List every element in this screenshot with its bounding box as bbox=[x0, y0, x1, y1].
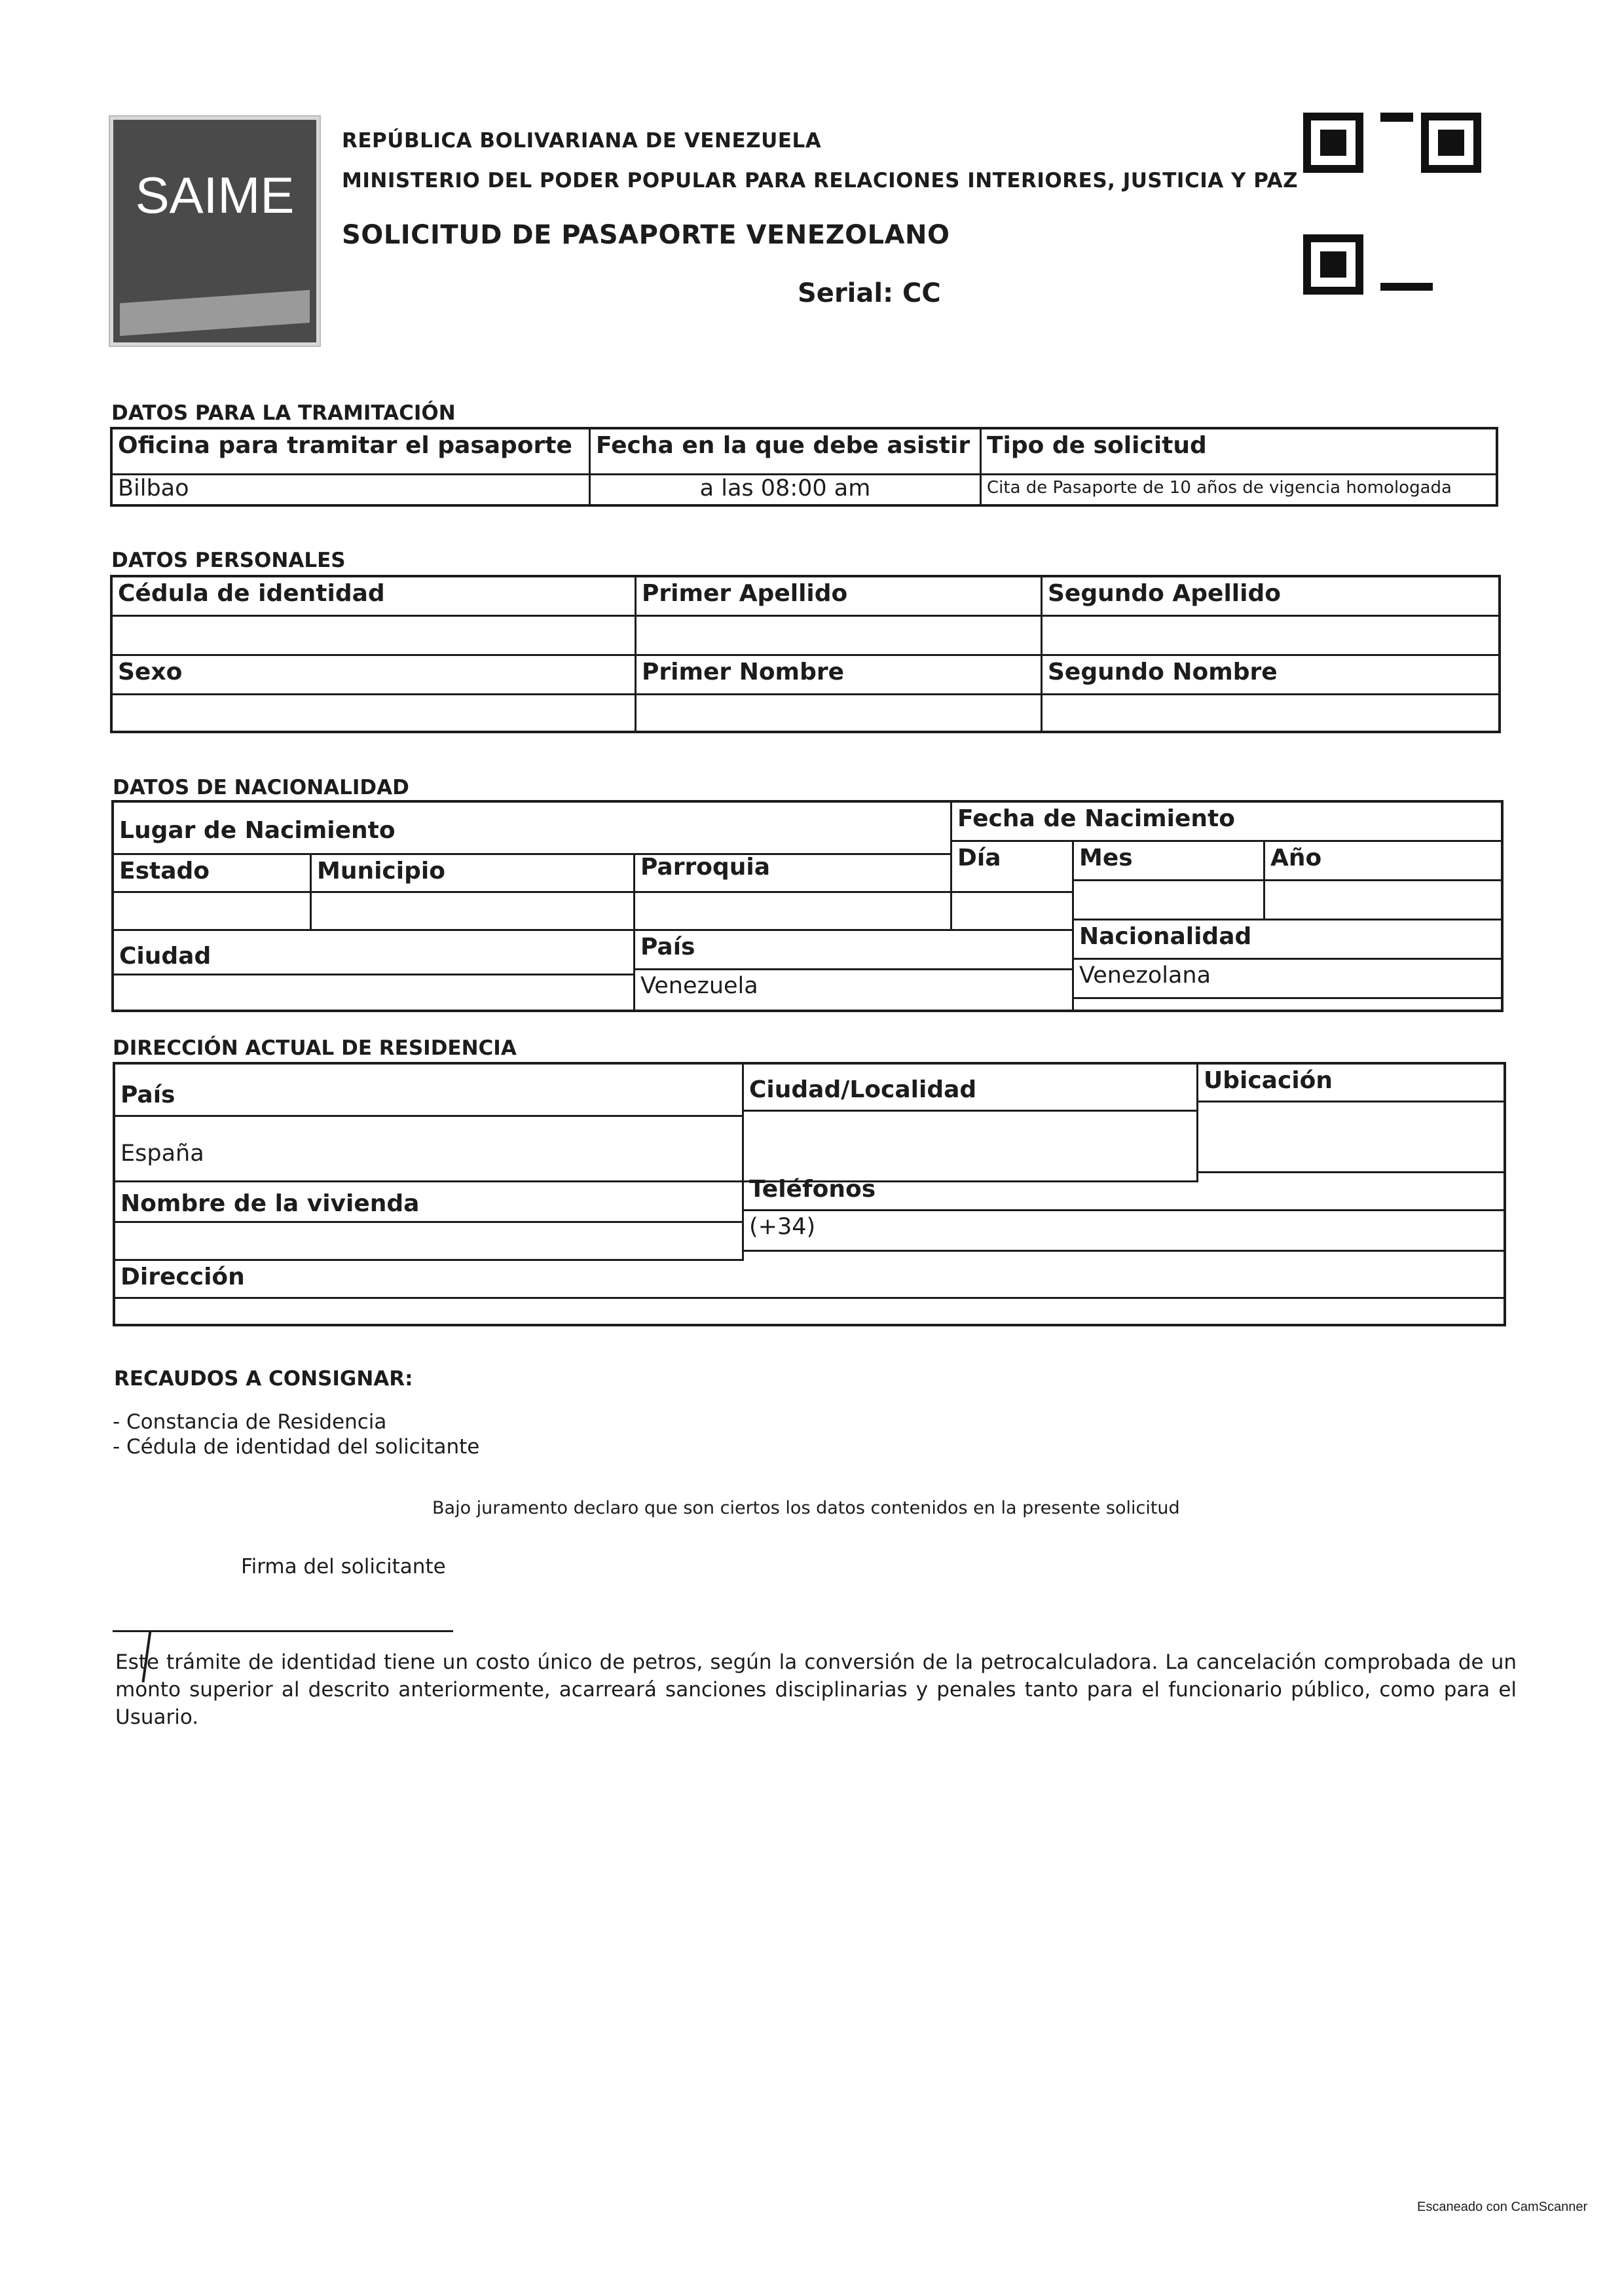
sexo-value bbox=[113, 695, 637, 731]
scanner-note: Escaneado con CamScanner bbox=[1417, 2200, 1588, 2214]
fecha-asistir-label: Fecha en la que debe asistir bbox=[591, 429, 982, 475]
footer-notice: Este trámite de identidad tiene un costo único de petros, según la conversión de la petrocalculadora. La cancelación comprobada de un monto superior al descrito anteriormente, acarreará sanciones disciplinarias y penales tanto para el funcionario público, como para el Usuario. bbox=[115, 1650, 1517, 1729]
recaudo-item-2: - Cédula de identidad del solicitante bbox=[113, 1435, 480, 1459]
estado-value bbox=[114, 893, 312, 931]
sexo-label: Sexo bbox=[113, 656, 637, 695]
oficina-value: Bilbao bbox=[113, 475, 591, 504]
form-title: SOLICITUD DE PASAPORTE VENEZOLANO bbox=[342, 220, 950, 250]
ciudad-label: Ciudad bbox=[114, 931, 635, 975]
ciudad-value bbox=[114, 975, 635, 1010]
primer-nombre-value bbox=[637, 695, 1043, 731]
municipio-value bbox=[312, 893, 635, 931]
logo-ribbon bbox=[120, 290, 310, 336]
section-nacionalidad: DATOS DE NACIONALIDAD bbox=[113, 776, 409, 799]
ciudad-localidad-label: Ciudad/Localidad bbox=[744, 1065, 1198, 1112]
lugar-nacimiento-label: Lugar de Nacimiento bbox=[114, 803, 952, 855]
recaudo-item-1: - Constancia de Residencia bbox=[113, 1410, 387, 1434]
primer-apellido-value bbox=[637, 617, 1043, 656]
firma-label: Firma del solicitante bbox=[241, 1555, 446, 1578]
anio-value bbox=[1265, 881, 1501, 920]
tipo-solicitud-value: Cita de Pasaporte de 10 años de vigencia homologada bbox=[987, 478, 1452, 498]
primer-apellido-label: Primer Apellido bbox=[637, 577, 1043, 617]
direccion-value bbox=[115, 1299, 1504, 1324]
nacionalidad-label: Nacionalidad bbox=[1074, 920, 1501, 960]
cedula-value bbox=[113, 617, 637, 656]
qr-code-top-right bbox=[1421, 113, 1481, 173]
direccion-label: Dirección bbox=[115, 1261, 1504, 1299]
primer-nombre-label: Primer Nombre bbox=[637, 656, 1043, 695]
table-tramitacion bbox=[110, 427, 1498, 507]
firma-line bbox=[113, 1630, 453, 1632]
section-tramitacion: DATOS PARA LA TRAMITACIÓN bbox=[111, 401, 456, 425]
parroquia-value bbox=[635, 893, 952, 931]
parroquia-label: Parroquia bbox=[635, 842, 952, 893]
qr-code-fragment bbox=[1380, 283, 1433, 291]
pais-nac-label: País bbox=[635, 931, 1074, 970]
table-nacionalidad bbox=[111, 800, 1504, 1012]
section-personales: DATOS PERSONALES bbox=[111, 549, 346, 572]
dia-value bbox=[952, 893, 1074, 931]
vivienda-value bbox=[115, 1223, 744, 1261]
table-personales bbox=[110, 575, 1501, 733]
mes-value bbox=[1074, 881, 1265, 920]
cedula-label: Cédula de identidad bbox=[113, 577, 637, 617]
segundo-apellido-label: Segundo Apellido bbox=[1043, 577, 1498, 617]
declaracion-text: Bajo juramento declaro que son ciertos los datos contenidos en la presente solicitud bbox=[432, 1498, 1180, 1518]
telefonos-value: (+34) bbox=[744, 1211, 1504, 1252]
table-residencia bbox=[113, 1062, 1506, 1326]
section-residencia: DIRECCIÓN ACTUAL DE RESIDENCIA bbox=[113, 1036, 517, 1060]
saime-logo bbox=[110, 117, 320, 346]
header-line2: MINISTERIO DEL PODER POPULAR PARA RELACIONES INTERIORES, JUSTICIA Y PAZ bbox=[342, 169, 1299, 192]
dia-label: Día bbox=[952, 842, 1074, 893]
telefonos-label: Teléfonos bbox=[744, 1173, 1504, 1211]
segundo-nombre-value bbox=[1043, 695, 1498, 731]
fecha-nacimiento-label: Fecha de Nacimiento bbox=[952, 803, 1501, 842]
qr-code-bottom-left bbox=[1303, 234, 1363, 295]
header-line1: REPÚBLICA BOLIVARIANA DE VENEZUELA bbox=[342, 129, 822, 153]
pais-res-label: País bbox=[115, 1065, 744, 1117]
mes-label: Mes bbox=[1074, 842, 1265, 881]
recaudos-heading: RECAUDOS A CONSIGNAR: bbox=[114, 1367, 413, 1391]
anio-label: Año bbox=[1265, 842, 1501, 881]
fecha-asistir-value: a las 08:00 am bbox=[591, 475, 982, 504]
pais-res-value: España bbox=[115, 1117, 744, 1182]
ciudad-localidad-value bbox=[744, 1112, 1198, 1182]
ubicacion-label: Ubicación bbox=[1198, 1065, 1504, 1102]
logo-text: SAIME bbox=[135, 166, 295, 224]
estado-label: Estado bbox=[114, 855, 312, 893]
segundo-nombre-label: Segundo Nombre bbox=[1043, 656, 1498, 695]
tipo-solicitud-label: Tipo de solicitud bbox=[982, 429, 1496, 475]
qr-code-top-left bbox=[1303, 113, 1363, 173]
municipio-label: Municipio bbox=[312, 855, 635, 893]
vivienda-label: Nombre de la vivienda bbox=[115, 1182, 744, 1223]
oficina-label: Oficina para tramitar el pasaporte bbox=[113, 429, 591, 475]
nacionalidad-value: Venezolana bbox=[1074, 960, 1501, 999]
ubicacion-value bbox=[1198, 1102, 1504, 1173]
segundo-apellido-value bbox=[1043, 617, 1498, 656]
pais-nac-value: Venezuela bbox=[635, 970, 1074, 1010]
qr-code-bar bbox=[1380, 113, 1413, 122]
serial-label: Serial: CC bbox=[798, 278, 941, 308]
